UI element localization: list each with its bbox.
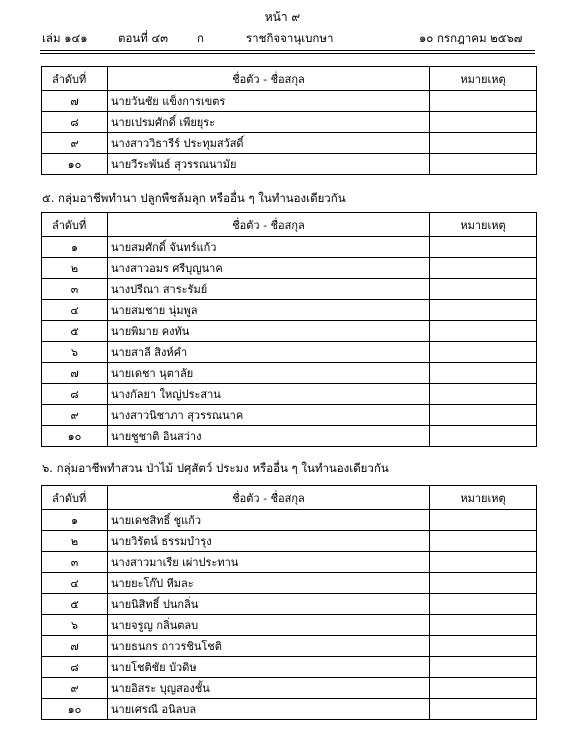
row-number: ๘ xyxy=(42,384,108,405)
row-note xyxy=(430,154,537,175)
row-note xyxy=(430,237,537,258)
row-number: ๗ xyxy=(42,363,108,384)
person-name: นายธนกร ถาวรชินโชติ xyxy=(108,636,430,657)
column-header-no: ลำดับที่ xyxy=(42,67,108,91)
row-number: ๗ xyxy=(42,636,108,657)
header-rule-bottom xyxy=(40,53,535,54)
person-name: นายเศรณี อนิลบล xyxy=(108,699,430,720)
table-row xyxy=(42,384,537,405)
person-name: นายอิสระ บุญสองชั้น xyxy=(108,678,430,699)
row-note xyxy=(430,258,537,279)
row-number: ๗ xyxy=(42,91,108,112)
issue-date: ๑๐ กรกฎาคม ๒๕๖๗ xyxy=(419,31,523,45)
row-note xyxy=(430,384,537,405)
row-note xyxy=(430,279,537,300)
table-group-6 xyxy=(41,485,537,720)
row-number: ๑๐ xyxy=(42,154,108,175)
issue-label: ตอนที่ ๔๓ xyxy=(118,31,169,45)
table-row xyxy=(42,636,537,657)
person-name: นายวิรัตน์ ธรรมบำรุง xyxy=(108,531,430,552)
row-number: ๓ xyxy=(42,279,108,300)
row-note xyxy=(430,405,537,426)
row-note xyxy=(430,552,537,573)
table-group-5 xyxy=(41,212,537,447)
header-rule-top xyxy=(40,50,535,51)
row-note xyxy=(430,342,537,363)
table-header-row xyxy=(42,213,537,237)
table-row xyxy=(42,594,537,615)
person-name: นายสมศักดิ์ จันทร์แก้ว xyxy=(108,237,430,258)
person-name: นางสาวอมร ศรีบุญนาค xyxy=(108,258,430,279)
person-name: นายเดชสิทธิ์ ชูแก้ว xyxy=(108,510,430,531)
row-note xyxy=(430,363,537,384)
column-header-no: ลำดับที่ xyxy=(42,213,108,237)
row-number: ๔ xyxy=(42,573,108,594)
row-number: ๑๐ xyxy=(42,426,108,447)
table-row xyxy=(42,426,537,447)
person-name: นายสมชาย นุ่มพูล xyxy=(108,300,430,321)
row-note xyxy=(430,321,537,342)
row-number: ๖ xyxy=(42,342,108,363)
row-number: ๕ xyxy=(42,594,108,615)
volume-label: เล่ม ๑๔๑ xyxy=(42,31,88,45)
table-row xyxy=(42,699,537,720)
row-note xyxy=(430,594,537,615)
table-row xyxy=(42,657,537,678)
row-note xyxy=(430,112,537,133)
row-note xyxy=(430,91,537,112)
row-note xyxy=(430,615,537,636)
person-name: นายนิสิทธิ์ ปนกลิ่น xyxy=(108,594,430,615)
table-row xyxy=(42,552,537,573)
column-header-note: หมายเหตุ xyxy=(430,213,537,237)
row-number: ๖ xyxy=(42,615,108,636)
table-row xyxy=(42,258,537,279)
row-note xyxy=(430,636,537,657)
row-number: ๘ xyxy=(42,112,108,133)
table-row xyxy=(42,573,537,594)
row-number: ๙ xyxy=(42,133,108,154)
person-name: นายวันชัย แข็งการเขตร xyxy=(108,91,430,112)
table-row xyxy=(42,279,537,300)
table-header-row xyxy=(42,486,537,510)
row-note xyxy=(430,678,537,699)
table-row xyxy=(42,321,537,342)
row-note xyxy=(430,133,537,154)
row-note xyxy=(430,300,537,321)
row-note xyxy=(430,426,537,447)
table-row xyxy=(42,154,537,175)
row-number: ๕ xyxy=(42,321,108,342)
table-row xyxy=(42,678,537,699)
column-header-note: หมายเหตุ xyxy=(430,486,537,510)
row-number: ๒ xyxy=(42,258,108,279)
person-name: นายโชติชัย บัวดิษ xyxy=(108,657,430,678)
table-row xyxy=(42,237,537,258)
row-note xyxy=(430,531,537,552)
table-row xyxy=(42,300,537,321)
person-name: นางกัลยา ใหญ่ประสาน xyxy=(108,384,430,405)
person-name: นางปรีณา สาระรัมย์ xyxy=(108,279,430,300)
table-row xyxy=(42,342,537,363)
column-header-name: ชื่อตัว - ชื่อสกุล xyxy=(108,486,430,510)
section-6-title: ๖. กลุ่มอาชีพทำสวน ป่าไม้ ปศุสัตว์ ประมง หรืออื่น ๆ ในทำนองเดียวกัน xyxy=(42,461,389,475)
person-name: นายเปรมศักดิ์ เพียยุระ xyxy=(108,112,430,133)
table-row xyxy=(42,112,537,133)
row-number: ๑ xyxy=(42,510,108,531)
table-group-4-continued xyxy=(41,66,537,175)
column-header-note: หมายเหตุ xyxy=(430,67,537,91)
person-name: นายชูชาติ อินสว่าง xyxy=(108,426,430,447)
row-number: ๙ xyxy=(42,405,108,426)
person-name: นางสาววิธารีร์ ประทุมสวัสดิ์ xyxy=(108,133,430,154)
table-row xyxy=(42,405,537,426)
row-number: ๘ xyxy=(42,657,108,678)
row-note xyxy=(430,699,537,720)
table-row xyxy=(42,510,537,531)
person-name: นายเดชา นุตาลัย xyxy=(108,363,430,384)
row-note xyxy=(430,573,537,594)
table-row xyxy=(42,363,537,384)
column-header-name: ชื่อตัว - ชื่อสกุล xyxy=(108,213,430,237)
person-name: นางสาวนิชาภา สุวรรณนาค xyxy=(108,405,430,426)
gazette-name: ราชกิจจานุเบกษา xyxy=(246,31,334,45)
row-number: ๓ xyxy=(42,552,108,573)
gazette-header xyxy=(0,30,565,46)
row-number: ๑ xyxy=(42,237,108,258)
row-number: ๒ xyxy=(42,531,108,552)
page-number: หน้า ๙ xyxy=(264,10,301,24)
row-note xyxy=(430,657,537,678)
person-name: นายจรูญ กลิ่นตลบ xyxy=(108,615,430,636)
person-name: นายยะโก๊ป หีมละ xyxy=(108,573,430,594)
person-name: นายพิมาย คงทัน xyxy=(108,321,430,342)
section-5-title: ๕. กลุ่มอาชีพทำนา ปลูกพืชล้มลุก หรืออื่น ๆ ในทำนองเดียวกัน xyxy=(42,191,346,205)
table-row xyxy=(42,615,537,636)
row-number: ๔ xyxy=(42,300,108,321)
part-label: ก xyxy=(197,31,204,45)
column-header-name: ชื่อตัว - ชื่อสกุล xyxy=(108,67,430,91)
person-name: นายสาลี สิงห์คำ xyxy=(108,342,430,363)
table-row xyxy=(42,531,537,552)
person-name: นายวีระพันธ์ สุวรรณนามัย xyxy=(108,154,430,175)
row-note xyxy=(430,510,537,531)
table-row xyxy=(42,133,537,154)
row-number: ๑๐ xyxy=(42,699,108,720)
person-name: นางสาวมาเรีย เผ่าประทาน xyxy=(108,552,430,573)
table-header-row xyxy=(42,67,537,91)
column-header-no: ลำดับที่ xyxy=(42,486,108,510)
row-number: ๙ xyxy=(42,678,108,699)
table-row xyxy=(42,91,537,112)
